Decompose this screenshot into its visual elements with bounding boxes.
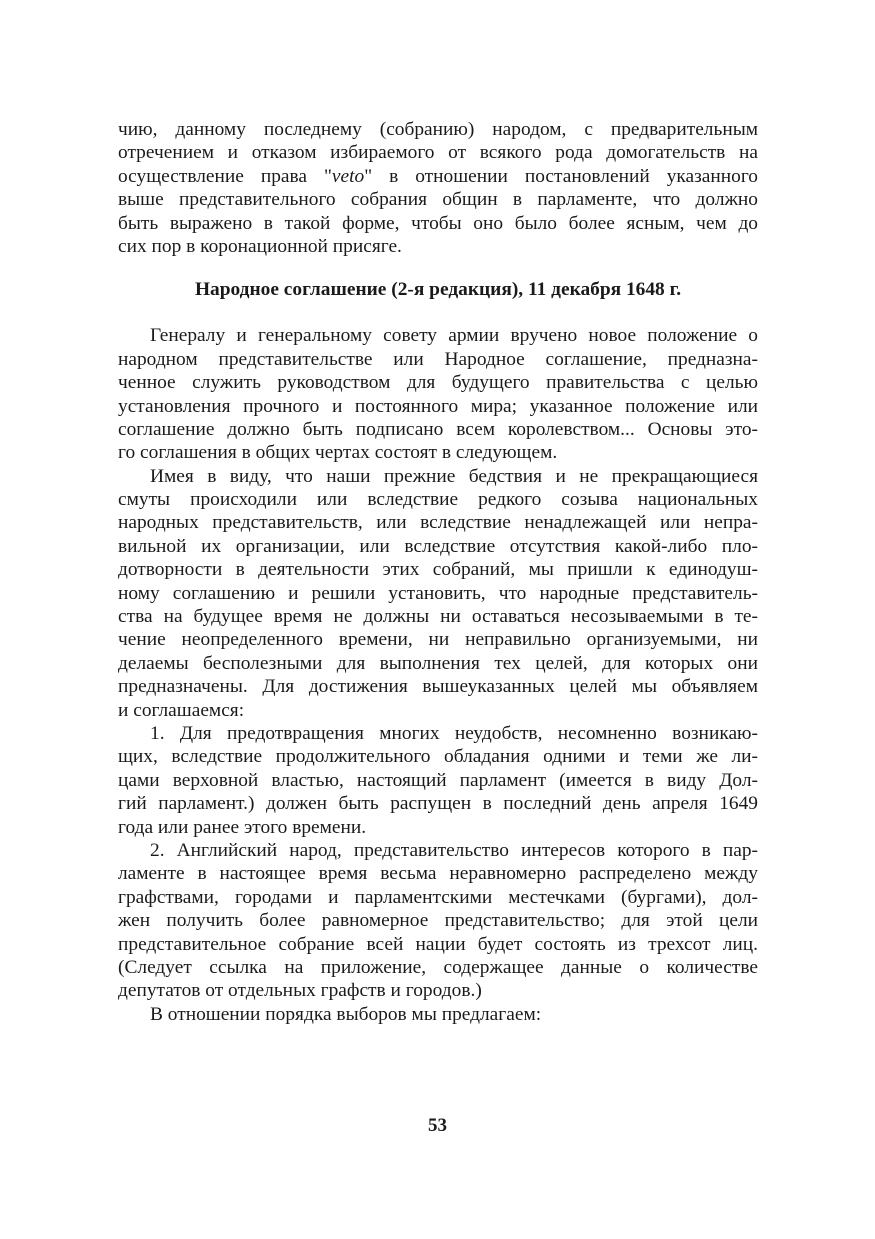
paragraph-4 xyxy=(118,839,758,1003)
page-number: 53 xyxy=(428,1115,447,1136)
text-line: выше представительного собрания общин в парламенте, что должно xyxy=(118,189,758,211)
text-line: чию, данному последнему (собранию) народом, с предварительным xyxy=(118,119,758,140)
text-line: го соглашения в общих чертах состоят в следующем. xyxy=(118,442,558,464)
text-line: 1. Для предотвращения многих неудобств, несомненно возникаю- xyxy=(150,722,758,744)
text-line: ному соглашению и решили установить, что народные представитель- xyxy=(118,582,758,604)
text-line: щих, вследствие продолжительного обладания одними и теми же ли- xyxy=(118,746,758,768)
text-line: В отношении порядка выборов мы предлагаем: xyxy=(150,1003,542,1025)
text-line: и соглашаемся: xyxy=(118,699,245,721)
text-line: 2. Английский народ, представительство интересов которого в пар- xyxy=(150,839,758,861)
text-line: быть выражено в такой форме, чтобы оно было более ясным, чем до xyxy=(118,212,758,234)
text-line: смуты происходили или вследствие редкого созыва национальных xyxy=(118,489,758,511)
text-line: отречением и отказом избираемого от всякого рода домогательств на xyxy=(118,142,758,164)
text-line: дотворности в деятельности этих собраний, мы пришли к единодуш- xyxy=(118,559,758,581)
page-body xyxy=(118,118,758,1026)
veto-term: veto xyxy=(331,165,365,187)
paragraph-2 xyxy=(118,465,758,722)
text-line: предназначены. Для достижения вышеуказанных целей мы объявляем xyxy=(118,676,758,698)
text-line: графствами, городами и парламентскими местечками (бургами), дол- xyxy=(118,886,758,908)
paragraph-3 xyxy=(118,722,758,839)
text-line: установления прочного и постоянного мира; указанное положение или xyxy=(118,395,758,417)
text-line: ства на будущее время не должны ни оставаться несозываемыми в те- xyxy=(118,606,758,628)
paragraph-5 xyxy=(118,1003,758,1026)
text-line: представительное собрание всей нации будет состоять из трехсот лиц. xyxy=(118,933,758,955)
text-line: Имея в виду, что наши прежние бедствия и не прекращающиеся xyxy=(150,465,758,487)
paragraph-1 xyxy=(118,324,758,464)
text-line: народных представительств, или вследствие ненадлежащей или непра- xyxy=(118,512,758,534)
text-line: Генералу и генеральному совету армии вручено новое положение о xyxy=(150,325,758,347)
text-line: осуществление права "veto" в отношении постановлений указанного xyxy=(118,165,758,187)
text-line: народном представительстве или Народное соглашение, предназна- xyxy=(118,348,758,370)
text-line: года или ранее этого времени. xyxy=(118,816,367,838)
text-line: вильной их организации, или вследствие отсутствия какой-либо пло- xyxy=(118,535,758,557)
text-line: жен получить более равномерное представительство; для этой цели xyxy=(118,910,758,932)
section-heading: Народное соглашение (2-я редакция), 11 декабря 1648 г. xyxy=(194,279,682,301)
text-line: сих пор в коронационной присяге. xyxy=(118,235,402,257)
text-line: ченное служить руководством для будущего правительства с целью xyxy=(118,372,758,394)
text-line: гий парламент.) должен быть распущен в последний день апреля 1649 xyxy=(118,793,758,815)
text-line: цами верховной властью, настоящий парламент (имеется в виду Дол- xyxy=(118,769,758,791)
text-line: чение неопределенного времени, ни неправильно организуемыми, ни xyxy=(118,629,758,651)
text-line: соглашение должно быть подписано всем королевством... Основы это- xyxy=(118,418,758,440)
text-line: ламенте в настоящее время весьма неравномерно распределено между xyxy=(118,863,758,885)
text-line: депутатов от отдельных графств и городов.) xyxy=(118,980,482,1002)
text-line: (Следует ссылка на приложение, содержащее данные о количестве xyxy=(118,956,758,978)
intro-paragraph xyxy=(118,118,758,258)
text-line: делаемы бесполезными для выполнения тех целей, для которых они xyxy=(118,652,758,674)
